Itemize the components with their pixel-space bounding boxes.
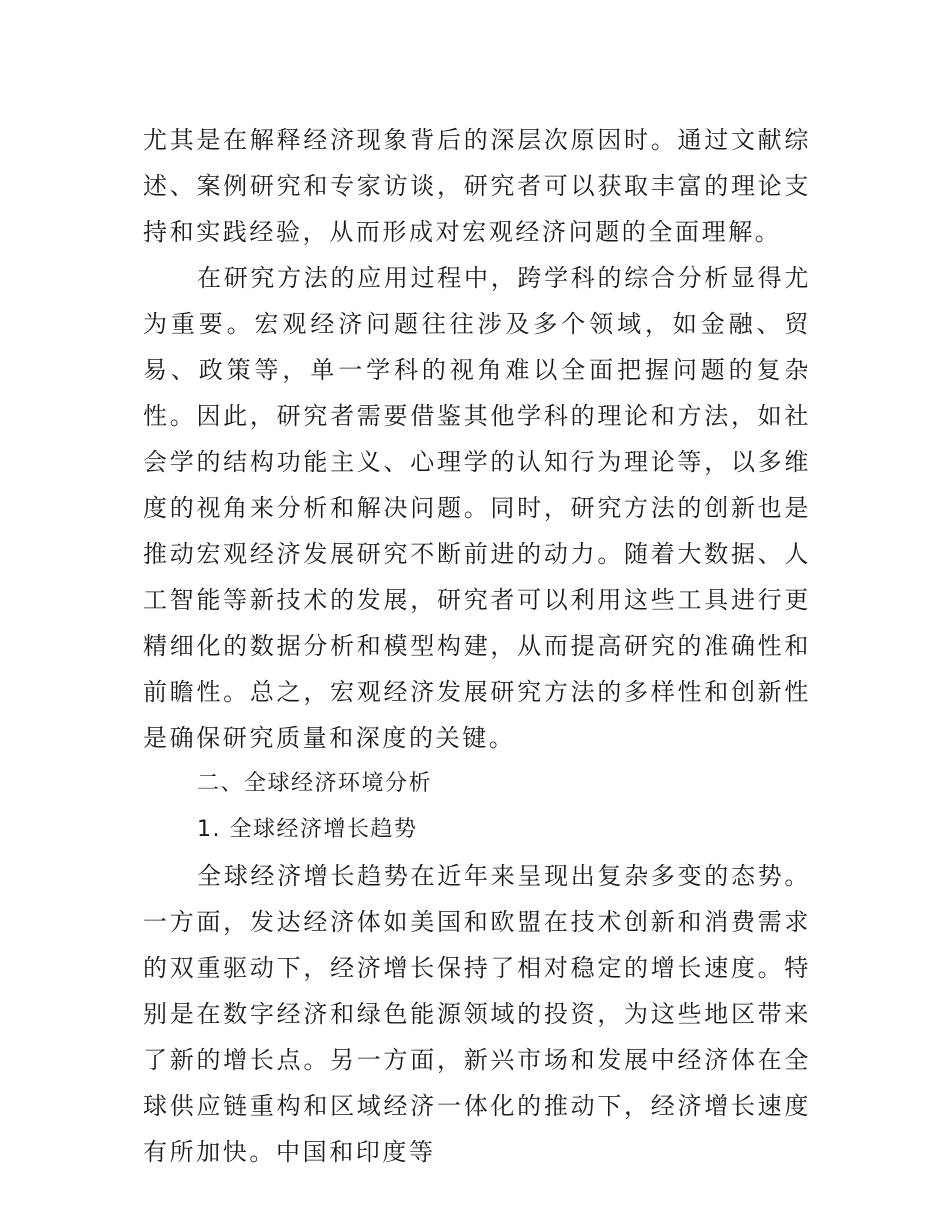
paragraph-global-growth: 全球经济增长趋势在近年来呈现出复杂多变的态势。一方面，发达经济体如美国和欧盟在技术创新和消费需求的双重驱动下，经济增长保持了相对稳定的增长速度。特别是在数字经济和绿色能源领域的投资，为这些地区带来了新的增长点。另一方面，新兴市场和发展中经济体在全球供应链重构和区域经济一体化的推动下，经济增长速度有所加快。中国和印度等: [143, 862, 811, 1166]
document-body: [143, 117, 811, 1175]
subsection-heading: 1. 全球经济增长趋势: [197, 817, 418, 842]
paragraph-continued: 尤其是在解释经济现象背后的深层次原因时。通过文献综述、案例研究和专家访谈，研究者可以获取丰富的理论支持和实践经验，从而形成对宏观经济问题的全面理解。: [143, 126, 811, 246]
section-heading: 二、全球经济环境分析: [197, 771, 433, 796]
paragraph-research-methods: 在研究方法的应用过程中，跨学科的综合分析显得尤为重要。宏观经济问题往往涉及多个领域，如金融、贸易、政策等，单一学科的视角难以全面把握问题的复杂性。因此，研究者需要借鉴其他学科的理论和方法，如社会学的结构功能主义、心理学的认知行为理论等，以多维度的视角来分析和解决问题。同时，研究方法的创新也是推动宏观经济发展研究不断前进的动力。随着大数据、人工智能等新技术的发展，研究者可以利用这些工具进行更精细化的数据分析和模型构建，从而提高研究的准确性和前瞻性。总之，宏观经济发展研究方法的多样性和创新性是确保研究质量和深度的关键。: [143, 264, 811, 752]
